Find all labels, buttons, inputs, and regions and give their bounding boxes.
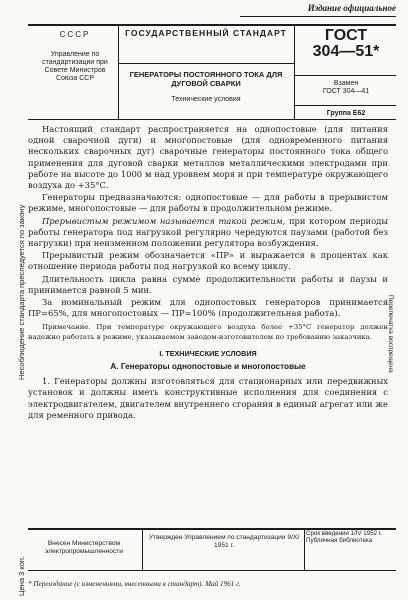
introduced-by: Внесен Министерством электропромышленности <box>45 540 123 555</box>
edition-underline <box>240 16 396 17</box>
replaces-value: ГОСТ 304—41 <box>322 88 370 96</box>
header-divider-left <box>118 24 119 120</box>
gost-number: 304—51* <box>312 43 380 60</box>
paragraph-intermittent-definition <box>28 216 388 250</box>
intermittent-definition: при котором периоды работы генератора под нагрузкой регулярно чередуются паузами (работой без нагрузки) при неизменном положении регулятора возбуждения. <box>28 215 389 249</box>
gost-designation <box>296 28 396 60</box>
ussr-block <box>34 30 116 83</box>
footer-divider-left <box>142 528 143 570</box>
footnote: * Переиздание (с изменениями, внесенными в стандарт). Май 1961 г. <box>28 580 241 588</box>
footer-bottom-border <box>28 570 396 571</box>
header-mid-line <box>118 63 294 64</box>
footer-divider-right <box>304 528 305 570</box>
header-right-line-2 <box>294 105 396 106</box>
subsection-heading-a: А. Генераторы однопостовые и многопостовые <box>110 362 306 372</box>
document-body <box>28 124 388 421</box>
paragraph-purpose: Генераторы предназначаются: однопостовые — для работы в прерывистом режиме, многопостовые — для работы в продолжительном режиме. <box>28 192 388 214</box>
state-standard-label: ГОСУДАРСТВЕННЫЙ СТАНДАРТ <box>125 28 287 38</box>
section-heading-tech: I. ТЕХНИЧЕСКИЕ УСЛОВИЯ <box>159 348 257 358</box>
paragraph-cycle: Длительность цикла равна сумме продолжительности работы и паузы и принимается равной 5 мин. <box>28 273 388 295</box>
law-notice-vertical: Несоблюдение стандарта преследуется по закону <box>17 204 26 380</box>
approved-by: Утвержден Управлением по стандартизации 9/XI 1951 г. <box>148 534 300 549</box>
group-label: Группа Е62 <box>326 110 366 117</box>
effective-date: Срок введения 1/IV 1952 г. Публичная библиотека <box>306 530 383 545</box>
paragraph-scope: Настоящий стандарт распространяется на однопостовые (для питания одной сварочной дуги) и многопостовые (для одновременного питания нескольких сварочных дуг) сварочные генераторы постоянного тока общего применения для дуговой сварки металлов металлическими электродами при работе на высоте до 1000 м над уровнем моря и при температуре окружающего воздуха до +35°С. <box>28 124 388 191</box>
price-label: Цена 3 коп. <box>17 555 26 596</box>
replaces-block <box>296 80 396 96</box>
replaces-label: Взамен <box>333 80 359 87</box>
paragraph-nominal-mode: За номинальный режим для однопостовых генераторов принимается ПР=65%, для многопостовых — ПР=100% (продолжительная работа). <box>28 297 388 319</box>
edition-label: Издание официальное <box>307 3 396 13</box>
intermittent-term: Прерывистым режимом называется такой режим, <box>42 215 286 226</box>
header-bottom-border <box>28 119 396 120</box>
item-1: 1. Генераторы должны изготовляться для стационарных или передвижных установок и должны иметь конструктивные исполнения для соединения с электродвигателем, двигателем внутреннего сгорания в единый агрегат или же для ременного привода. <box>28 376 388 420</box>
header-top-border <box>28 24 396 26</box>
management-label: Управление по стандартизации при Совете Министров Союза ССР <box>42 51 108 83</box>
paragraph-designation: Прерывистый режим обозначается «ПР» и выражается в процентах как отношение периода работы под нагрузкой ко всему циклу. <box>28 250 388 272</box>
note: Примечание. При температуре окружающего воздуха более +35°С генератор должен надежно работать в режиме, указываемом заводом-изготовителем по требованию заказчика. <box>28 323 388 341</box>
header-right-line-1 <box>294 75 396 76</box>
ussr-label: СССР <box>59 30 91 39</box>
document-title: ГЕНЕРАТОРЫ ПОСТОЯННОГО ТОКА ДЛЯ ДУГОВОЙ СВАРКИ <box>129 70 283 89</box>
reprint-prohibited-vertical: Перепечатка воспрещена <box>387 295 394 373</box>
tech-conditions-label: Технические условия <box>171 96 241 103</box>
gost-label: ГОСТ <box>324 27 368 44</box>
